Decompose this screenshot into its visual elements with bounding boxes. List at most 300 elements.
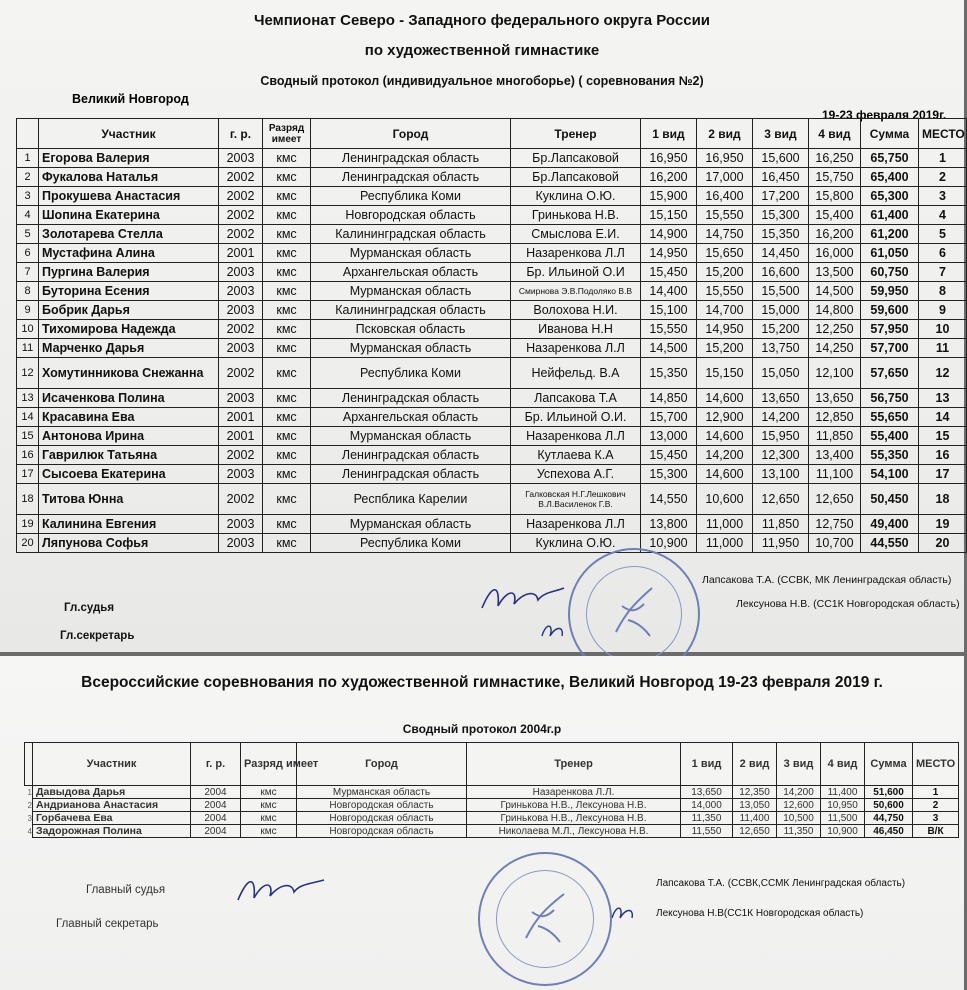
table-cell: 15,550 xyxy=(697,282,753,301)
column-header: МЕСТО xyxy=(913,743,959,786)
table-cell: Красавина Ева xyxy=(39,408,219,427)
table-cell: 44,550 xyxy=(861,534,919,553)
table-cell: кмс xyxy=(263,301,311,320)
table-cell: 2003 xyxy=(219,534,263,553)
table-cell: 12,650 xyxy=(809,484,861,515)
table-cell: 17,000 xyxy=(697,168,753,187)
table-cell: 16,400 xyxy=(697,187,753,206)
table-cell: 11,000 xyxy=(697,515,753,534)
table-cell: 2003 xyxy=(219,301,263,320)
table-cell: 11,950 xyxy=(753,534,809,553)
table-cell: Ленинградская область xyxy=(311,465,511,484)
table-cell: 57,650 xyxy=(861,358,919,389)
table-cell: 20 xyxy=(17,534,39,553)
table-cell: Новгородская область xyxy=(311,206,511,225)
table-cell: Калининградская область xyxy=(311,301,511,320)
table-cell: 7 xyxy=(17,263,39,282)
table-cell: Бр.Лапсаковой xyxy=(511,168,641,187)
table-cell: 10 xyxy=(919,320,967,339)
results-table-2 xyxy=(24,742,959,838)
table-cell: 2001 xyxy=(219,244,263,263)
protocol-2-description: Сводный протокол 2004г.р xyxy=(402,722,562,736)
table-cell: Мурманская область xyxy=(311,515,511,534)
table-cell: 14,500 xyxy=(641,339,697,358)
table-cell: кмс xyxy=(263,206,311,225)
table-cell: 14,950 xyxy=(697,320,753,339)
table-cell: 2004 xyxy=(191,799,241,812)
table-cell: 2002 xyxy=(219,168,263,187)
table-cell: 12,750 xyxy=(809,515,861,534)
table-cell: 60,750 xyxy=(861,263,919,282)
table-cell: 12,100 xyxy=(809,358,861,389)
table-cell: 8 xyxy=(17,282,39,301)
table-cell: Бр. Ильиной О.И xyxy=(511,263,641,282)
table-cell: 15,750 xyxy=(809,168,861,187)
table-cell: 11,350 xyxy=(681,812,733,825)
table-cell: кмс xyxy=(263,389,311,408)
table-cell: Мурманская область xyxy=(297,786,467,799)
table-cell: 14,500 xyxy=(809,282,861,301)
table-cell: 15,800 xyxy=(809,187,861,206)
table-cell: 15,700 xyxy=(641,408,697,427)
competition-dates: 19-23 февраля 2019г. xyxy=(822,108,947,122)
table-cell: 15,100 xyxy=(641,301,697,320)
table-cell: 14 xyxy=(919,408,967,427)
table-cell: 9 xyxy=(17,301,39,320)
table-cell: Архангельская область xyxy=(311,408,511,427)
table-cell: кмс xyxy=(263,446,311,465)
table-cell: 14,600 xyxy=(697,465,753,484)
table-cell: 15,450 xyxy=(641,263,697,282)
table-cell: 10,700 xyxy=(809,534,861,553)
table-cell: Марченко Дарья xyxy=(39,339,219,358)
table-cell: 13,650 xyxy=(681,786,733,799)
table-cell: 54,100 xyxy=(861,465,919,484)
table-cell: 15 xyxy=(919,427,967,446)
table-cell: Горбачева Ева xyxy=(33,812,191,825)
table-cell: 10 xyxy=(17,320,39,339)
table-cell: 15,900 xyxy=(641,187,697,206)
table-cell: Хомутинникова Снежанна xyxy=(39,358,219,389)
table-cell: кмс xyxy=(263,408,311,427)
column-header: Участник xyxy=(39,119,219,149)
table-cell: 15,350 xyxy=(753,225,809,244)
protocol-sheet-2 xyxy=(0,656,964,990)
table-cell: 11,400 xyxy=(733,812,777,825)
table-row xyxy=(17,427,967,446)
table-cell: 12,600 xyxy=(777,799,821,812)
column-header: МЕСТО xyxy=(919,119,967,149)
table-cell: Смыслова Е.И. xyxy=(511,225,641,244)
table-cell: кмс xyxy=(263,244,311,263)
table-cell: Золотарева Стелла xyxy=(39,225,219,244)
table-cell: 2003 xyxy=(219,389,263,408)
table-cell: Респблика Карелии xyxy=(311,484,511,515)
table-cell: Нейфельд. В.А xyxy=(511,358,641,389)
table-cell: Назаренкова Л.Л xyxy=(511,244,641,263)
table-cell: 19 xyxy=(919,515,967,534)
column-header xyxy=(17,119,39,149)
table-cell: 12,650 xyxy=(733,825,777,838)
table-cell: 13,750 xyxy=(753,339,809,358)
table-cell: 14,000 xyxy=(681,799,733,812)
table-cell: Задорожная Полина xyxy=(33,825,191,838)
table-cell: 10,900 xyxy=(821,825,865,838)
column-header: 4 вид xyxy=(821,743,865,786)
table-cell: Ленинградская область xyxy=(311,149,511,168)
table-cell: Давыдова Дарья xyxy=(33,786,191,799)
table-cell: 2002 xyxy=(219,187,263,206)
table-cell: Ленинградская область xyxy=(311,389,511,408)
table-cell: кмс xyxy=(263,225,311,244)
table-cell: Мурманская область xyxy=(311,339,511,358)
table-cell: 14,400 xyxy=(641,282,697,301)
table-cell: кмс xyxy=(263,465,311,484)
table-cell: 56,750 xyxy=(861,389,919,408)
table-cell: Успехова А.Г. xyxy=(511,465,641,484)
table-cell: 20 xyxy=(919,534,967,553)
table-cell: 18 xyxy=(17,484,39,515)
table-cell: 5 xyxy=(17,225,39,244)
table-cell: В/К xyxy=(913,825,959,838)
table-cell: Назаренкова Л.Л. xyxy=(467,786,681,799)
table-cell: 57,950 xyxy=(861,320,919,339)
table-row xyxy=(17,446,967,465)
table-cell: кмс xyxy=(241,799,297,812)
table-cell: Мурманская область xyxy=(311,427,511,446)
table-cell: 14,600 xyxy=(697,389,753,408)
table-cell: 15,000 xyxy=(753,301,809,320)
table-row xyxy=(17,168,967,187)
table-cell: Бр.Лапсаковой xyxy=(511,149,641,168)
table-cell: 11,850 xyxy=(809,427,861,446)
table-row xyxy=(17,534,967,553)
judge-signature-2 xyxy=(234,870,330,910)
table-cell: 3 xyxy=(17,187,39,206)
table-cell: 12,250 xyxy=(809,320,861,339)
table-cell: 2 xyxy=(913,799,959,812)
table-cell: 12,850 xyxy=(809,408,861,427)
table-cell: 15,550 xyxy=(697,206,753,225)
table-cell: 15,350 xyxy=(641,358,697,389)
table-cell: Ляпунова Софья xyxy=(39,534,219,553)
table-row xyxy=(17,282,967,301)
table-row xyxy=(17,187,967,206)
column-header: г. р. xyxy=(219,119,263,149)
table-row xyxy=(17,301,967,320)
table-cell: 1 xyxy=(27,787,32,797)
table-cell: 14,550 xyxy=(641,484,697,515)
column-header: г. р. xyxy=(191,743,241,786)
table-cell: 2 xyxy=(919,168,967,187)
table-cell: 57,700 xyxy=(861,339,919,358)
table-cell: 11,850 xyxy=(753,515,809,534)
table-cell: 59,600 xyxy=(861,301,919,320)
federation-stamp-2 xyxy=(478,852,612,986)
table-cell: 16,950 xyxy=(697,149,753,168)
table-cell: кмс xyxy=(263,484,311,515)
column-header: Разряд имеет xyxy=(263,119,311,149)
chief-secretary-name-2: Лексунова Н.В(СС1К Новгородская область) xyxy=(656,908,864,919)
table-cell: 11 xyxy=(17,339,39,358)
table-cell: 4 xyxy=(17,206,39,225)
table-cell: 2003 xyxy=(219,282,263,301)
table-cell: 1 xyxy=(913,786,959,799)
column-header xyxy=(25,743,33,786)
table-cell: кмс xyxy=(241,825,297,838)
table-cell: 12 xyxy=(17,358,39,389)
table-cell: 2002 xyxy=(219,206,263,225)
column-header: Сумма xyxy=(861,119,919,149)
table-cell: 11,350 xyxy=(777,825,821,838)
column-header: 3 вид xyxy=(753,119,809,149)
protocol-2-title: Всероссийские соревнования по художественной гимнастике, Великий Новгород 19-23 февраля 2019 г. xyxy=(81,674,883,691)
table-cell: кмс xyxy=(263,282,311,301)
table-cell: 15,500 xyxy=(753,282,809,301)
table-cell: 14,450 xyxy=(753,244,809,263)
table-cell: Шопина Екатерина xyxy=(39,206,219,225)
table-row xyxy=(17,263,967,282)
table-cell: 15,400 xyxy=(809,206,861,225)
table-cell: 10,500 xyxy=(777,812,821,825)
table-cell: 15,050 xyxy=(753,358,809,389)
table-row xyxy=(17,358,967,389)
table-cell: Калинина Евгения xyxy=(39,515,219,534)
table-cell: Буторина Есения xyxy=(39,282,219,301)
column-header: Город xyxy=(297,743,467,786)
table-cell: Николаева М.Л., Лексунова Н.В. xyxy=(467,825,681,838)
table-cell: 11,550 xyxy=(681,825,733,838)
table-cell: 65,400 xyxy=(861,168,919,187)
column-header: 1 вид xyxy=(641,119,697,149)
chief-secretary-label: Гл.секретарь xyxy=(60,630,135,642)
chief-judge-label-2: Главный судья xyxy=(86,884,166,896)
table-cell: 12,300 xyxy=(753,446,809,465)
table-cell: Сысоева Екатерина xyxy=(39,465,219,484)
table-cell: 46,450 xyxy=(865,825,913,838)
column-header: Тренер xyxy=(511,119,641,149)
table-cell: 14,200 xyxy=(777,786,821,799)
table-cell: 2 xyxy=(27,800,32,810)
chief-judge-name-2: Лапсакова Т.А. (ССВК,ССМК Ленинградская область) xyxy=(656,878,906,889)
table-cell: 15,200 xyxy=(697,263,753,282)
protocol-1-description: Сводный протокол (индивидуальное многоборье) ( соревнования №2) xyxy=(260,74,704,88)
table-cell: 13,800 xyxy=(641,515,697,534)
table-cell: 12,350 xyxy=(733,786,777,799)
table-cell: 12,900 xyxy=(697,408,753,427)
table-cell: 55,350 xyxy=(861,446,919,465)
table-cell: Андрианова Анастасия xyxy=(33,799,191,812)
table-cell: Волохова Н.И. xyxy=(511,301,641,320)
table-cell: Иванова Н.Н xyxy=(511,320,641,339)
table-cell: 11,400 xyxy=(821,786,865,799)
table-cell: 11,000 xyxy=(697,534,753,553)
protocol-1-subtitle: по художественной гимнастике xyxy=(364,42,600,59)
table-cell: 12,650 xyxy=(753,484,809,515)
table-cell: кмс xyxy=(263,149,311,168)
table-cell: кмс xyxy=(263,339,311,358)
table-cell: 14,900 xyxy=(641,225,697,244)
table-cell: Республика Коми xyxy=(311,358,511,389)
table-cell: кмс xyxy=(263,534,311,553)
table-cell: 5 xyxy=(919,225,967,244)
table-cell: 55,400 xyxy=(861,427,919,446)
table-cell: 15 xyxy=(17,427,39,446)
table-cell: Куклина О.Ю. xyxy=(511,187,641,206)
table-cell: кмс xyxy=(263,358,311,389)
table-cell: 11 xyxy=(919,339,967,358)
table-cell: Гаврилюк Татьяна xyxy=(39,446,219,465)
table-cell: 12 xyxy=(919,358,967,389)
chief-judge-name: Лапсакова Т.А. (ССВК, МК Ленинградская область) xyxy=(702,574,952,586)
table-cell: Ленинградская область xyxy=(311,446,511,465)
table-cell: 14,950 xyxy=(641,244,697,263)
table-cell: 61,050 xyxy=(861,244,919,263)
table-cell: 55,650 xyxy=(861,408,919,427)
table-cell: 14,800 xyxy=(809,301,861,320)
table-cell: 7 xyxy=(919,263,967,282)
column-header: 3 вид xyxy=(777,743,821,786)
table-cell: кмс xyxy=(263,263,311,282)
table-row xyxy=(17,149,967,168)
table-cell: 16,950 xyxy=(641,149,697,168)
table-cell: Назаренкова Л.Л xyxy=(511,427,641,446)
table-cell: 16 xyxy=(17,446,39,465)
table-cell: 2004 xyxy=(191,786,241,799)
column-header: Город xyxy=(311,119,511,149)
table-cell: Архангельская область xyxy=(311,263,511,282)
table-cell: 11,500 xyxy=(821,812,865,825)
table-cell: 6 xyxy=(919,244,967,263)
table-cell: Галковская Н.Г.Лешкович В.Л.Василенок Г.В. xyxy=(511,484,641,515)
column-header: 1 вид xyxy=(681,743,733,786)
table-cell: 2004 xyxy=(191,825,241,838)
table-row xyxy=(17,244,967,263)
table-cell: 16,000 xyxy=(809,244,861,263)
table-cell: 15,150 xyxy=(641,206,697,225)
table-cell: кмс xyxy=(241,812,297,825)
table-cell: Новгородская область xyxy=(297,812,467,825)
table-cell: 2003 xyxy=(219,263,263,282)
table-cell: Псковская область xyxy=(311,320,511,339)
table-cell: Гринькова Н.В., Лексунова Н.В. xyxy=(467,812,681,825)
table-cell: 49,400 xyxy=(861,515,919,534)
table-cell: кмс xyxy=(241,786,297,799)
table-cell: Исаченкова Полина xyxy=(39,389,219,408)
table-row xyxy=(17,225,967,244)
table-cell: 15,200 xyxy=(753,320,809,339)
table-cell: 13,650 xyxy=(753,389,809,408)
table-cell: Тихомирова Надежда xyxy=(39,320,219,339)
column-header: 2 вид xyxy=(733,743,777,786)
table-cell: 2004 xyxy=(191,812,241,825)
secretary-signature xyxy=(538,618,568,642)
table-cell: 2 xyxy=(17,168,39,187)
table-cell: 2002 xyxy=(219,225,263,244)
venue-city: Великий Новгород xyxy=(72,92,189,106)
table-cell: 14,750 xyxy=(697,225,753,244)
column-header: Участник xyxy=(33,743,191,786)
table-cell: 15,550 xyxy=(641,320,697,339)
table-cell: Назаренкова Л.Л xyxy=(511,515,641,534)
table-cell: 17 xyxy=(17,465,39,484)
table-cell: 9 xyxy=(919,301,967,320)
table-row xyxy=(17,515,967,534)
table-row xyxy=(25,812,959,825)
column-header: 2 вид xyxy=(697,119,753,149)
table-cell: Новгородская область xyxy=(297,799,467,812)
table-header-row xyxy=(25,743,959,786)
table-row xyxy=(17,408,967,427)
table-cell: Новгородская область xyxy=(297,825,467,838)
chief-judge-label: Гл.судья xyxy=(64,602,115,614)
table-cell: 15,300 xyxy=(641,465,697,484)
table-cell: 14 xyxy=(17,408,39,427)
table-cell: 1 xyxy=(17,149,39,168)
table-cell: кмс xyxy=(263,168,311,187)
table-cell: 3 xyxy=(913,812,959,825)
gymnast-emblem-icon xyxy=(606,582,662,642)
table-cell: 19 xyxy=(17,515,39,534)
table-cell: кмс xyxy=(263,187,311,206)
table-cell: 2002 xyxy=(219,320,263,339)
table-cell: 14,250 xyxy=(809,339,861,358)
table-cell: 2003 xyxy=(219,149,263,168)
table-cell: 17 xyxy=(919,465,967,484)
table-cell: 14,200 xyxy=(753,408,809,427)
table-cell: 2003 xyxy=(219,339,263,358)
table-cell: Калининградская область xyxy=(311,225,511,244)
table-cell: Пургина Валерия xyxy=(39,263,219,282)
table-cell: 15,450 xyxy=(641,446,697,465)
table-cell: Мурманская область xyxy=(311,282,511,301)
table-cell: 13,050 xyxy=(733,799,777,812)
table-cell: Гринькова Н.В., Лексунова Н.В. xyxy=(467,799,681,812)
table-cell: 2001 xyxy=(219,408,263,427)
table-cell: 2002 xyxy=(219,484,263,515)
table-cell: Ленинградская область xyxy=(311,168,511,187)
table-cell: 65,750 xyxy=(861,149,919,168)
table-cell: 14,600 xyxy=(697,427,753,446)
table-cell: 3 xyxy=(919,187,967,206)
table-row xyxy=(25,786,959,799)
table-cell: 17,200 xyxy=(753,187,809,206)
table-row xyxy=(17,465,967,484)
table-cell: 16,600 xyxy=(753,263,809,282)
table-cell: 15,950 xyxy=(753,427,809,446)
table-cell: 15,650 xyxy=(697,244,753,263)
table-cell: 16,200 xyxy=(641,168,697,187)
table-cell: Прокушева Анастасия xyxy=(39,187,219,206)
table-cell: Мурманская область xyxy=(311,244,511,263)
table-cell: 10,950 xyxy=(821,799,865,812)
table-cell: 2001 xyxy=(219,427,263,446)
table-cell: Мустафина Алина xyxy=(39,244,219,263)
table-cell: 65,300 xyxy=(861,187,919,206)
table-cell: кмс xyxy=(263,320,311,339)
table-row xyxy=(17,320,967,339)
table-cell: 50,600 xyxy=(865,799,913,812)
table-cell: 1 xyxy=(919,149,967,168)
table-cell: Титова Юнна xyxy=(39,484,219,515)
table-cell: 10,600 xyxy=(697,484,753,515)
column-header: Разряд имеет xyxy=(241,743,297,786)
table-cell: 2003 xyxy=(219,515,263,534)
table-cell: 59,950 xyxy=(861,282,919,301)
table-cell: 50,450 xyxy=(861,484,919,515)
table-cell: 10,900 xyxy=(641,534,697,553)
table-row xyxy=(17,206,967,225)
